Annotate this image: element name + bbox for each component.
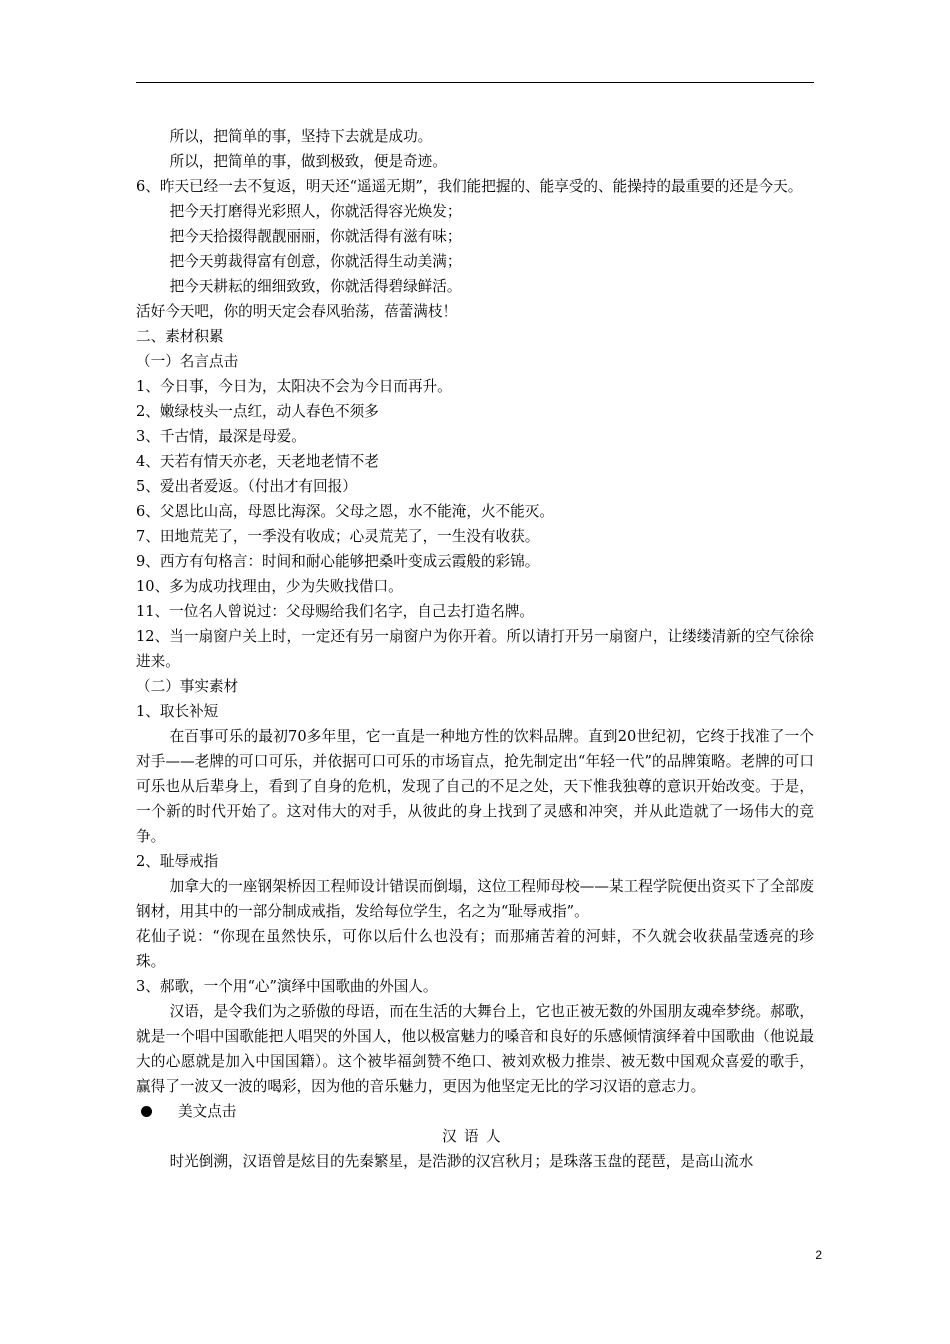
fact-heading: 3、郝歌，一个用“心”演绎中国歌曲的外国人。 [136,978,438,995]
fact-heading: 2、耻辱戒指 [136,853,219,870]
subsection-heading: （二）事实素材 [136,678,239,695]
paragraph: 所以，把简单的事，做到极致，便是奇迹。 [169,153,447,170]
paragraph: 汉语，是令我们为之骄傲的母语，而在生活的大舞台上，它也正被无数的外国朋友魂牵梦绕。郝歌，就是一个唱中国歌能把人唱哭的外国人，他以极富魅力的嗓音和良好的乐感倾情演绎着中国歌曲（他说最大的心愿就是加入中国国籍）。这个被毕福剑赞不绝口、被刘欢极力推崇、被无数中国观众喜爱的歌手，赢得了一波又一波的喝彩，因为他的音乐魅力，更因为他坚定无比的学习汉语的意志力。 [136,1003,814,1095]
quote-item: 1、今日事，今日为，太阳决不会为今日而再升。 [136,378,452,395]
fact-heading: 1、取长补短 [136,703,219,720]
paragraph: 把今天拾掇得靓靓丽丽，你就活得有滋有味； [169,228,462,245]
bullet-dot-icon [141,1106,152,1117]
quote-item: 2、嫩绿枝头一点红，动人春色不须多 [136,403,379,420]
paragraph: 所以，把简单的事，坚持下去就是成功。 [169,128,433,145]
section-heading: 二、素材积累 [136,328,224,345]
essay-title: 汉语人 [442,1128,508,1145]
paragraph: 把今天剪裁得富有创意，你就活得生动美满； [169,253,462,270]
quote-item: 11、一位名人曾说过：父母赐给我们名字，自己去打造名牌。 [136,603,535,620]
paragraph: 活好今天吧，你的明天定会春风骀荡，蓓蕾满枝！ [136,303,458,320]
paragraph: 6、昨天已经一去不复返，明天还“遥遥无期”，我们能把握的、能享受的、能操持的最重要的还是今天。 [136,178,803,195]
paragraph: 加拿大的一座钢架桥因工程师设计错误而倒塌，这位工程师母校——某工程学院便出资买下了全部废钢材，用其中的一部分制成戒指，发给每位学生，名之为“耻辱戒指”。 [136,878,814,920]
bullet-item [136,1099,814,1124]
page-number: 2 [815,1248,822,1262]
paragraph: 时光倒溯，汉语曾是炫目的先秦繁星，是浩渺的汉宫秋月；是珠落玉盘的琵琶，是高山流水 [169,1153,754,1170]
bullet-label: 美文点击 [178,1103,237,1120]
paragraph: 花仙子说：“你现在虽然快乐，可你以后什么也没有；而那痛苦着的河蚌，不久就会收获晶莹透亮的珍珠。 [136,928,814,970]
quote-item: 12、当一扇窗户关上时，一定还有另一扇窗户为你开着。所以请打开另一扇窗户，让缕缕清新的空气徐徐进来。 [136,628,814,670]
quote-item: 7、田地荒芜了，一季没有收成；心灵荒芜了，一生没有收获。 [136,528,540,545]
quote-item: 9、西方有句格言：时间和耐心能够把桑叶变成云霞般的彩锦。 [136,553,540,570]
subsection-heading: （一）名言点击 [136,353,239,370]
quote-item: 5、爱出者爱返。（付出才有回报） [136,478,357,495]
paragraph: 把今天打磨得光彩照人，你就活得容光焕发； [169,203,462,220]
quote-item: 6、父恩比山高，母恩比海深。父母之恩，水不能淹，火不能灭。 [136,503,554,520]
quote-item: 3、千古情，最深是母爱。 [136,428,306,445]
paragraph: 把今天耕耘的细细致致，你就活得碧绿鲜活。 [169,278,462,295]
page-body [136,124,814,1174]
quote-item: 10、多为成功找理由，少为失败找借口。 [136,578,403,595]
quote-item: 4、天若有情天亦老，天老地老情不老 [136,453,379,470]
header-rule [136,82,814,83]
paragraph: 在百事可乐的最初70多年里，它一直是一种地方性的饮料品牌。直到20世纪初，它终于找准了一个对手——老牌的可口可乐，并依据可口可乐的市场盲点，抢先制定出“年轻一代”的品牌策略。老牌的可口可乐也从后辈身上，看到了自身的危机，发现了自己的不足之处，天下惟我独尊的意识开始改变。于是，一个新的时代开始了。这对伟大的对手，从彼此的身上找到了灵感和冲突，并从此造就了一场伟大的竞争。 [136,728,814,845]
